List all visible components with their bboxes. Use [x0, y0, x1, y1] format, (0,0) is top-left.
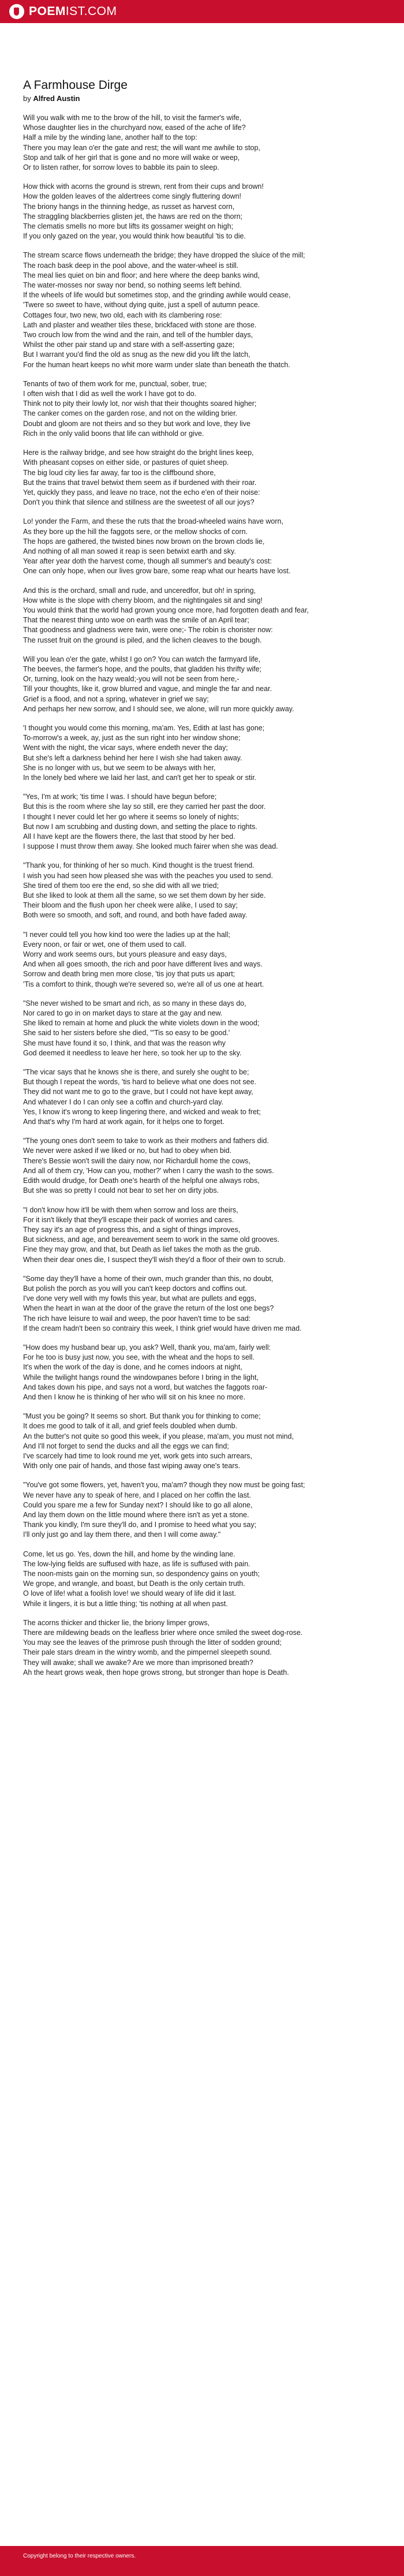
poem-stanza: "I don't know how it'll be with them when sorrow and loss are theirs, For it isn't likely that they'll escape their pack of worries and cares. They say it's an age of progress this, and a sight of things improves, But sickness, and age, and bereavement seem to work in the same old grooves. Fine they may grow, and that, but Death as lief takes the moth as the grub. When their dear ones die, I suspect they'll wish they'd a floor of their own to scrub. [23, 1205, 286, 1264]
poem-stanza: 'I thought you would come this morning, ma'am. Yes, Edith at last has gone; To-morrow's a week, ay, just as the sun right into her window shone; Went with the night, the vicar says, where endeth never the day; But she's left a darkness behind her here I wish she had taken away. She is no longer with us, but we seem to be always with her, In the lonely bed where we laid her last, and can't get her to speak or stir. [23, 723, 265, 782]
poem-stanza: The acorns thicker and thicker lie, the briony limper grows, There are mildewing beads on the leafless brier where once smiled the sweet dog-rose. You may see the leaves of the primrose push through the litter of sodden ground; Their pale stars dream in the wintry womb, and the pimpernel sleepeth sound. They will awake; shall we awake? Are we more than imprisoned breath? Ah the heart grows weak, then hope grows strong, but stronger than hope is Death. [23, 1618, 303, 1677]
byline-prefix: by [23, 94, 31, 103]
poem-content [0, 23, 404, 1678]
poem-stanza: Will you lean o'er the gate, whilst I go on? You can watch the farmyard life, The beeves, the farmer's hope, and the poults, that gladden his thrifty wife; Or, turning, look on the hazy weald;-you will not be seen from here,- Till your thoughts, like it, grow blurred and vague, and mingle the far and near. Grief is a flood, and not a spring, whatever in grief we say; And perhaps her new sorrow, and I should see, we alone, will run more quickly away. [23, 655, 294, 713]
poem-stanza: "The vicar says that he knows she is there, and surely she ought to be; But though I repeat the words, 'tis hard to believe what one does not see. They did not want me to go to the grave, but I could not have kept away, And whatever I do I can only see a coffin and church-yard clay. Yes, I know it's wrong to keep lingering there, and wicked and weak to fret; And that's why I'm hard at work again, for it helps one to forget. [23, 1068, 261, 1126]
copyright-text: Copyright belong to their respective owners. [23, 2553, 136, 2559]
poem-title: A Farmhouse Dirge [23, 79, 128, 92]
logo-icon [9, 4, 24, 19]
poem-stanza: "You've got some flowers, yet, haven't you, ma'am? though they now must be going fast; We never have any to speak of here, and I placed on her coffin the last. Could you spare me a few for Sunday next? I should like to go all alone, And lay them down on the little mound where there isn't as yet a stone. Thank you kindly, I'm sure they'll do, and I promise to heed what you say; I'll only just go and lay them there, and then I will come away." [23, 1481, 305, 1539]
poem-byline [23, 94, 381, 103]
poem-stanza: "Thank you, for thinking of her so much. Kind thought is the truest friend. I wish you had seen how pleased she was with the peaches you used to send. She tired of them too ere the end, so she did with all we tried; But she liked to look at them all the same, so we set them down by her side. Their bloom and the flush upon her cheek were alike, I used to say; Both were so smooth, and soft, and round, and both have faded away. [23, 861, 273, 920]
poem-stanza: "I never could tell you how kind too were the ladies up at the hall; Every noon, or fair or wet, one of them used to call. Worry and work seems ours, but yours pleasure and easy days, And when all goes smooth, the rich and poor have different lives and ways. Sorrow and death bring men more close, 'tis joy that puts us apart; 'Tis a comfort to think, though we're severed so, we're all of us one at heart. [23, 930, 264, 988]
poem-stanza: The stream scarce flows underneath the bridge; they have dropped the sluice of the mill; The roach bask deep in the pool above, and the water-wheel is still. The meal lies quiet on bin and floor; and here where the deep banks wind, The water-mosses nor sway nor bend, so nothing seems left behind. If the wheels of life would but sometimes stop, and the grinding awhile would cease, 'Twere so sweet to have, without dying quite, just a spell of autumn peace. Cottages four, two new, two old, each with its clambering rose: Lath and plaster and weather tiles these, brickfaced with stone are those. Two crouch low from the wind and the rain, and tell of the humbler days, Whilst the other pair stand up and stare with a self-asserting gaze; But I warrant you'd find the old as snug as the new did you lift the latch, For the human heart keeps no whit more warm under slate than beneath the thatch. [23, 251, 305, 369]
site-logo[interactable] [9, 4, 117, 19]
poem-stanza: Tenants of two of them work for me, punctual, sober, true; I often wish that I did as well the work I have got to do. Think not to pity their lowly lot, nor wish that their thoughts soared higher; The canker comes on the garden rose, and not on the wilding brier. Doubt and gloom are not theirs and so they but work and love, they live Rich in the only valid boons that life can withhold or give. [23, 379, 257, 438]
poem-stanza: "Some day they'll have a home of their own, much grander than this, no doubt, But polish the porch as you will you can't keep doctors and coffins out. I've done very well with my fowls this year, but what are pullets and eggs, When the heart in wan at the door of the grave the return of the lost one begs? The rich have leisure to wail and weep, the poor haven't time to be sad: If the cream hadn't been so contrairy this week, I think grief would have driven me mad. [23, 1274, 302, 1332]
poem-stanza: Come, let us go. Yes, down the hill, and home by the winding lane. The low-lying fields are suffused with haze, as life is suffused with pain. The noon-mists gain on the morning sun, so despondency gains on youth; We grope, and wrangle, and boast, but Death is the only certain truth. O love of life! what a foolish love! we should weary of life did it last. While it lingers, it is but a little thing; 'tis nothing at all when past. [23, 1550, 260, 1608]
site-footer [0, 2546, 404, 2576]
site-header [0, 0, 404, 23]
poem-stanza: "The young ones don't seem to take to work as their mothers and fathers did. We never were asked if we liked or no, but had to obey when bid. There's Bessie won't swill the dairy now, nor Richardull home the cows, And all of them cry, 'How can you, mother?' when I carry the wash to the sows. Edith would drudge, for Death one's hearth of the helpful one always robs, But she was so pretty I could not bear to set her on dirty jobs. [23, 1137, 274, 1195]
poem-stanza: How thick with acorns the ground is strewn, rent from their cups and brown! How the golden leaves of the aldertrees come singly fluttering down! The briony hangs in the thinning hedge, as russet as harvest corn, The straggling blackberries glisten jet, the haws are red on the thorn; The clematis smells no more but lifts its gossamer weight on high; If you only gazed on the year, you would think how beautiful 'tis to die. [23, 182, 264, 241]
poem-body [23, 113, 381, 1678]
poem-stanza: Here is the railway bridge, and see how straight do the bright lines keep, With pheasant copses on either side, or pastures of quiet sheep. The big loud city lies far away, far too is the cliffbound shore, But the trains that travel betwixt them seem as if burdened with their roar. Yet, quickly they pass, and leave no trace, not the echo e'en of their noise: Don't you think that silence and stillness are the sweetest of all our joys? [23, 449, 260, 507]
poem-stanza: "She never wished to be smart and rich, as so many in these days do, Nor cared to go in on market days to stare at the gay and new. She liked to remain at home and pluck the white violets down in the wood; She said to her sisters before she died, "'Tis so easy to be good.' She must have found it so, I think, and that was the reason why God deemed it needless to leave her here, so took her up to the sky. [23, 999, 260, 1057]
author-link[interactable]: Alfred Austin [33, 94, 80, 103]
poem-stanza: "Yes, I'm at work; 'tis time I was. I should have begun before; But this is the room where she lay so still, ere they carried her past the door. I thought I never could let her go where it seems so lonely of nights; But now I am scrubbing and dusting down, and setting the place to rights. All I have kept are the flowers there, the last that stood by her bed. I suppose I must throw them away. She looked much fairer when she was dead. [23, 793, 278, 851]
poem-stanza: "How does my husband bear up, you ask? Well, thank you, ma'am, fairly well: For he too is busy just now, you see, with the wheat and the hops to sell. It's when the work of the day is done, and he comes indoors at night, While the twilight hangs round the windowpanes before I bring in the light, And takes down his pipe, and says not a word, but watches the faggots roar- And then I know he is thinking of her who will sit on his knee no more. [23, 1343, 271, 1401]
poem-stanza: Will you walk with me to the brow of the hill, to visit the farmer's wife, Whose daughter lies in the churchyard now, eased of the ache of life? Half a mile by the winding lane, another half to the top: There you may lean o'er the gate and rest; the will want me awhile to stop, Stop and talk of her girl that is gone and no more will wake or weep, Or to listen rather, for sorrow loves to babble its pain to sleep. [23, 114, 260, 172]
poem-stanza: "Must you be going? It seems so short. But thank you for thinking to come; It does me good to talk of it all, and grief feels doubled when dumb. An the butter's not quite so good this week, if you please, ma'am, you must not mind, And I'll not forget to send the ducks and all the eggs we can find; I've scarcely had time to look round me yet, work gets into such arrears, With only one pair of hands, and those fast wiping away one's tears. [23, 1412, 294, 1470]
poem-stanza: And this is the orchard, small and rude, and unceredfor, but oh! in spring, How white is the slope with cherry bloom, and the nightingales sit and sing! You would think that the world had grown young once more, had forgotten death and fear, That the nearest thing unto woe on earth was the smile of an April tear; That goodness and gladness were twin, were one;- The robin is chorister now: The russet fruit on the ground is piled, and the lichen cleaves to the bough. [23, 586, 309, 644]
poem-stanza: Lo! yonder the Farm, and these the ruts that the broad-wheeled wains have worn, As they bore up the hill the faggots sere, or the mellow shocks of corn. The hops are gathered, the twisted bines now brown on the brown clods lie, And nothing of all man sowed it reap is seen betwixt earth and sky. Year after year doth the harvest come, though all summer's and beauty's cost: One can only hope, when our lives grow bare, some reap what our hearts have lost. [23, 517, 291, 576]
logo-text: POEMIST.COM [29, 5, 117, 18]
